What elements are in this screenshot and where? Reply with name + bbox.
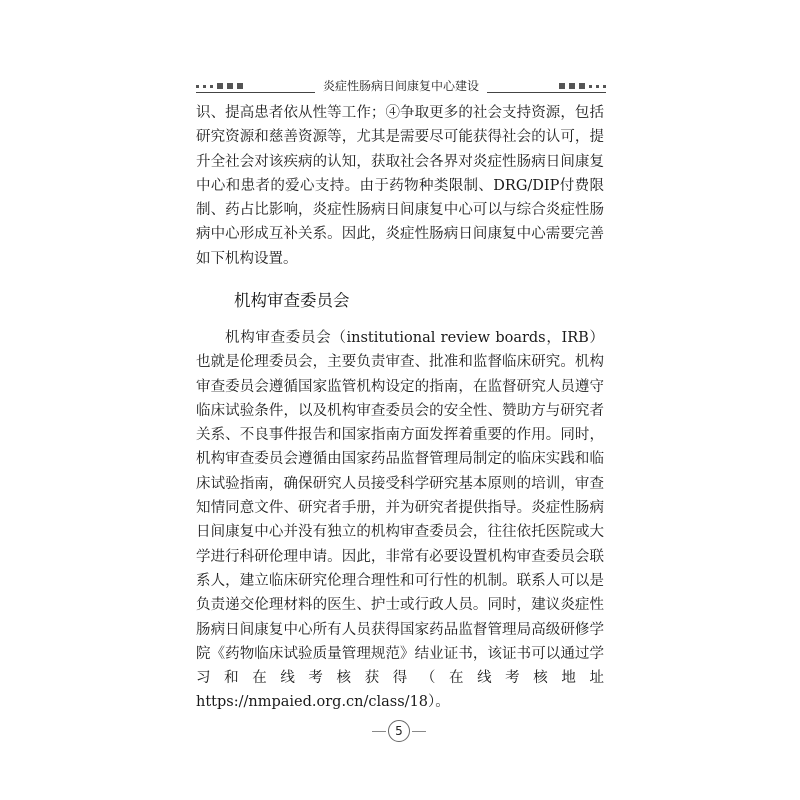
page-number-ornament-right bbox=[412, 731, 426, 732]
running-title: 炎症性肠病日间康复中心建设 bbox=[315, 77, 487, 94]
section-heading: 机构审查委员会 bbox=[234, 291, 350, 310]
header-ornament-right bbox=[559, 82, 606, 90]
page-number: 5 bbox=[388, 720, 410, 742]
body-paragraph-1: 识、提高患者依从性等工作；④争取更多的社会支持资源，包括研究资源和慈善资源等，尤其是需要尽可能获得社会的认可，提升全社会对该疾病的认知，获取社会各界对炎症性肠病日间康复中心和患者的爱心支持。由于药物种类限制、DRG/DIP付费限制、药占比影响，炎症性肠病日间康复中心可以与综合炎症性肠病中心形成互补关系。因此，炎症性肠病日间康复中心需要完善如下机构设置。 bbox=[196, 105, 604, 267]
page-number-ornament-left bbox=[372, 731, 386, 732]
header-ornament-left bbox=[196, 82, 243, 90]
running-head bbox=[196, 80, 606, 98]
body-paragraph-2: 机构审查委员会（institutional review boards，IRB）也就是伦理委员会，主要负责审查、批准和监督临床研究。机构审查委员会遵循国家监管机构设定的指南，在监督研究人员遵守临床试验条件，以及机构审查委员会的安全性、赞助方与研究者关系、不良事件报告和国家指南方面发挥着重要的作用。同时，机构审查委员会遵循由国家药品监督管理局制定的临床实践和临床试验指南，确保研究人员接受科学研究基本原则的培训，审查知情同意文件、研究者手册，并为研究者提供指导。炎症性肠病日间康复中心并没有独立的机构审查委员会，往往依托医院或大学进行科研伦理申请。因此，非常有必要设置机构审查委员会联系人，建立临床研究伦理合理性和可行性的机制。联系人可以是负责递交伦理材料的医生、护士或行政人员。同时，建议炎症性肠病日间康复中心所有人员获得国家药品监督管理局高级研修学院《药物临床试验质量管理规范》结业证书，该证书可以通过学习和在线考核获得（在线考核地址 https://nmpaied.org.cn/class/18）。 bbox=[196, 330, 604, 711]
